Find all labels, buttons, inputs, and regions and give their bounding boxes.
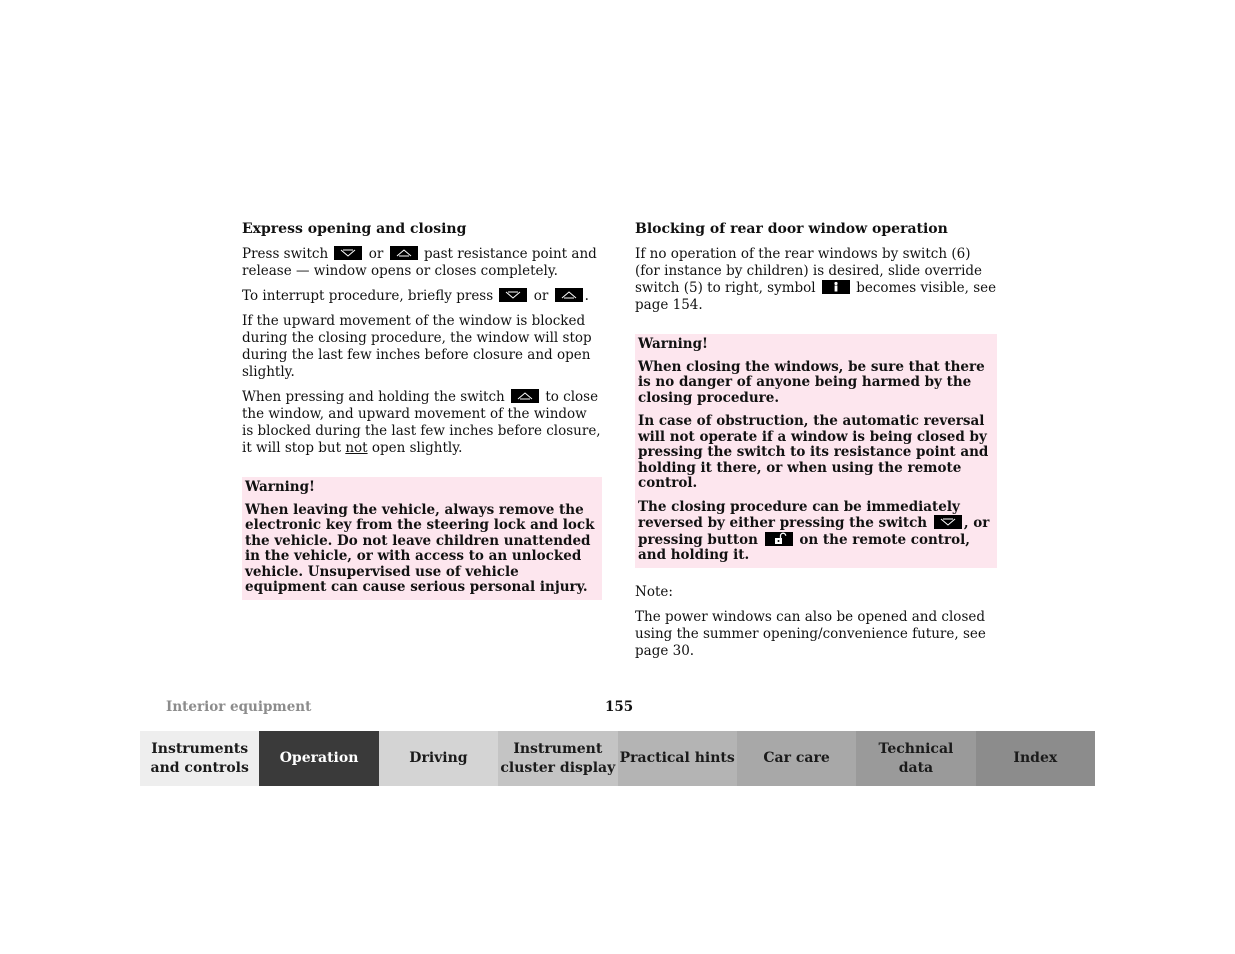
right-column — [635, 220, 997, 668]
warning-title: Warning! — [245, 479, 315, 495]
express-paragraph-3: If the upward movement of the window is blocked during the closing procedure, the window will stop during the last few inches before closure and open slightly. — [242, 313, 592, 380]
tab-instruments-and-controls[interactable]: Instruments and controls — [140, 731, 259, 786]
warning-text: When leaving the vehicle, always remove the electronic key from the steering lock and lock the vehicle. Do not leave children unattended in the vehicle, or with access to an unlocked vehicle. Unsupervised use of vehicle equipment can cause serious personal injury. — [245, 501, 595, 595]
express-paragraph-4 — [242, 389, 602, 457]
blocking-heading: Blocking of rear door window operation — [635, 221, 948, 237]
child-lock-symbol-icon — [822, 280, 850, 294]
text-span: past resistance point and release — window opens or closes completely. — [242, 246, 597, 279]
note-text: The power windows can also be opened and closed using the summer opening/convenience future, see page 30. — [635, 608, 986, 659]
tab-car-care[interactable]: Car care — [737, 731, 856, 786]
warning-box-left — [242, 477, 602, 600]
chapter-nav — [140, 731, 1095, 786]
warning-title: Warning! — [638, 336, 708, 352]
warning-paragraph-1: When closing the windows, be sure that there is no danger of anyone being harmed by the closing procedure. — [638, 358, 985, 406]
text-span: . — [584, 288, 589, 304]
text-span: on the remote control, and holding it. — [638, 531, 970, 563]
blocking-paragraph — [635, 246, 997, 314]
left-column — [242, 220, 602, 616]
tab-operation[interactable]: Operation — [259, 731, 378, 786]
express-heading: Express opening and closing — [242, 221, 467, 237]
window-open-switch-icon — [499, 288, 527, 302]
tab-index[interactable]: Index — [976, 731, 1095, 786]
warning-paragraph-2: In case of obstruction, the automatic reversal will not operate if a window is being closed by pressing the switch to its resistance point and holding it there, or when using the remote control. — [638, 413, 989, 491]
tab-driving[interactable]: Driving — [379, 731, 498, 786]
underlined-not: not — [345, 440, 368, 456]
note-label: Note: — [635, 583, 673, 600]
warning-paragraph-3 — [638, 500, 993, 564]
window-close-switch-icon — [390, 246, 418, 260]
remote-unlock-button-icon — [765, 532, 793, 546]
text-span: If no operation of the rear windows by switch (6) (for instance by children) is desired, slide override switch (5) to right, symbol — [635, 246, 983, 296]
warning-box-right — [635, 334, 997, 568]
text-span: To interrupt procedure, briefly press — [242, 288, 494, 304]
express-paragraph-1 — [242, 246, 602, 280]
footer-section-title: Interior equipment — [166, 699, 312, 715]
text-span: or — [533, 288, 549, 304]
text-span: , or pressing button — [638, 515, 990, 548]
text-span: Press switch — [242, 246, 329, 262]
text-span: open slightly. — [371, 440, 463, 456]
window-open-switch-icon — [934, 515, 962, 529]
window-close-switch-icon — [555, 288, 583, 302]
text-span: or — [368, 246, 384, 262]
tab-instrument-cluster-display[interactable]: Instrument cluster display — [498, 731, 617, 786]
window-open-switch-icon — [334, 246, 362, 260]
tab-technical-data[interactable]: Technical data — [856, 731, 975, 786]
text-span: to close the window, and upward movement of the window is blocked during the last few inches before closure, it will stop but — [242, 389, 601, 456]
tab-practical-hints[interactable]: Practical hints — [618, 731, 737, 786]
express-paragraph-2 — [242, 288, 602, 305]
text-span: becomes visible, see page 154. — [635, 280, 997, 313]
text-span: The closing procedure can be immediately reversed by either pressing the switch — [638, 498, 960, 531]
text-span: When pressing and holding the switch — [242, 389, 505, 405]
page-number: 155 — [605, 699, 634, 715]
window-close-switch-icon — [511, 389, 539, 403]
